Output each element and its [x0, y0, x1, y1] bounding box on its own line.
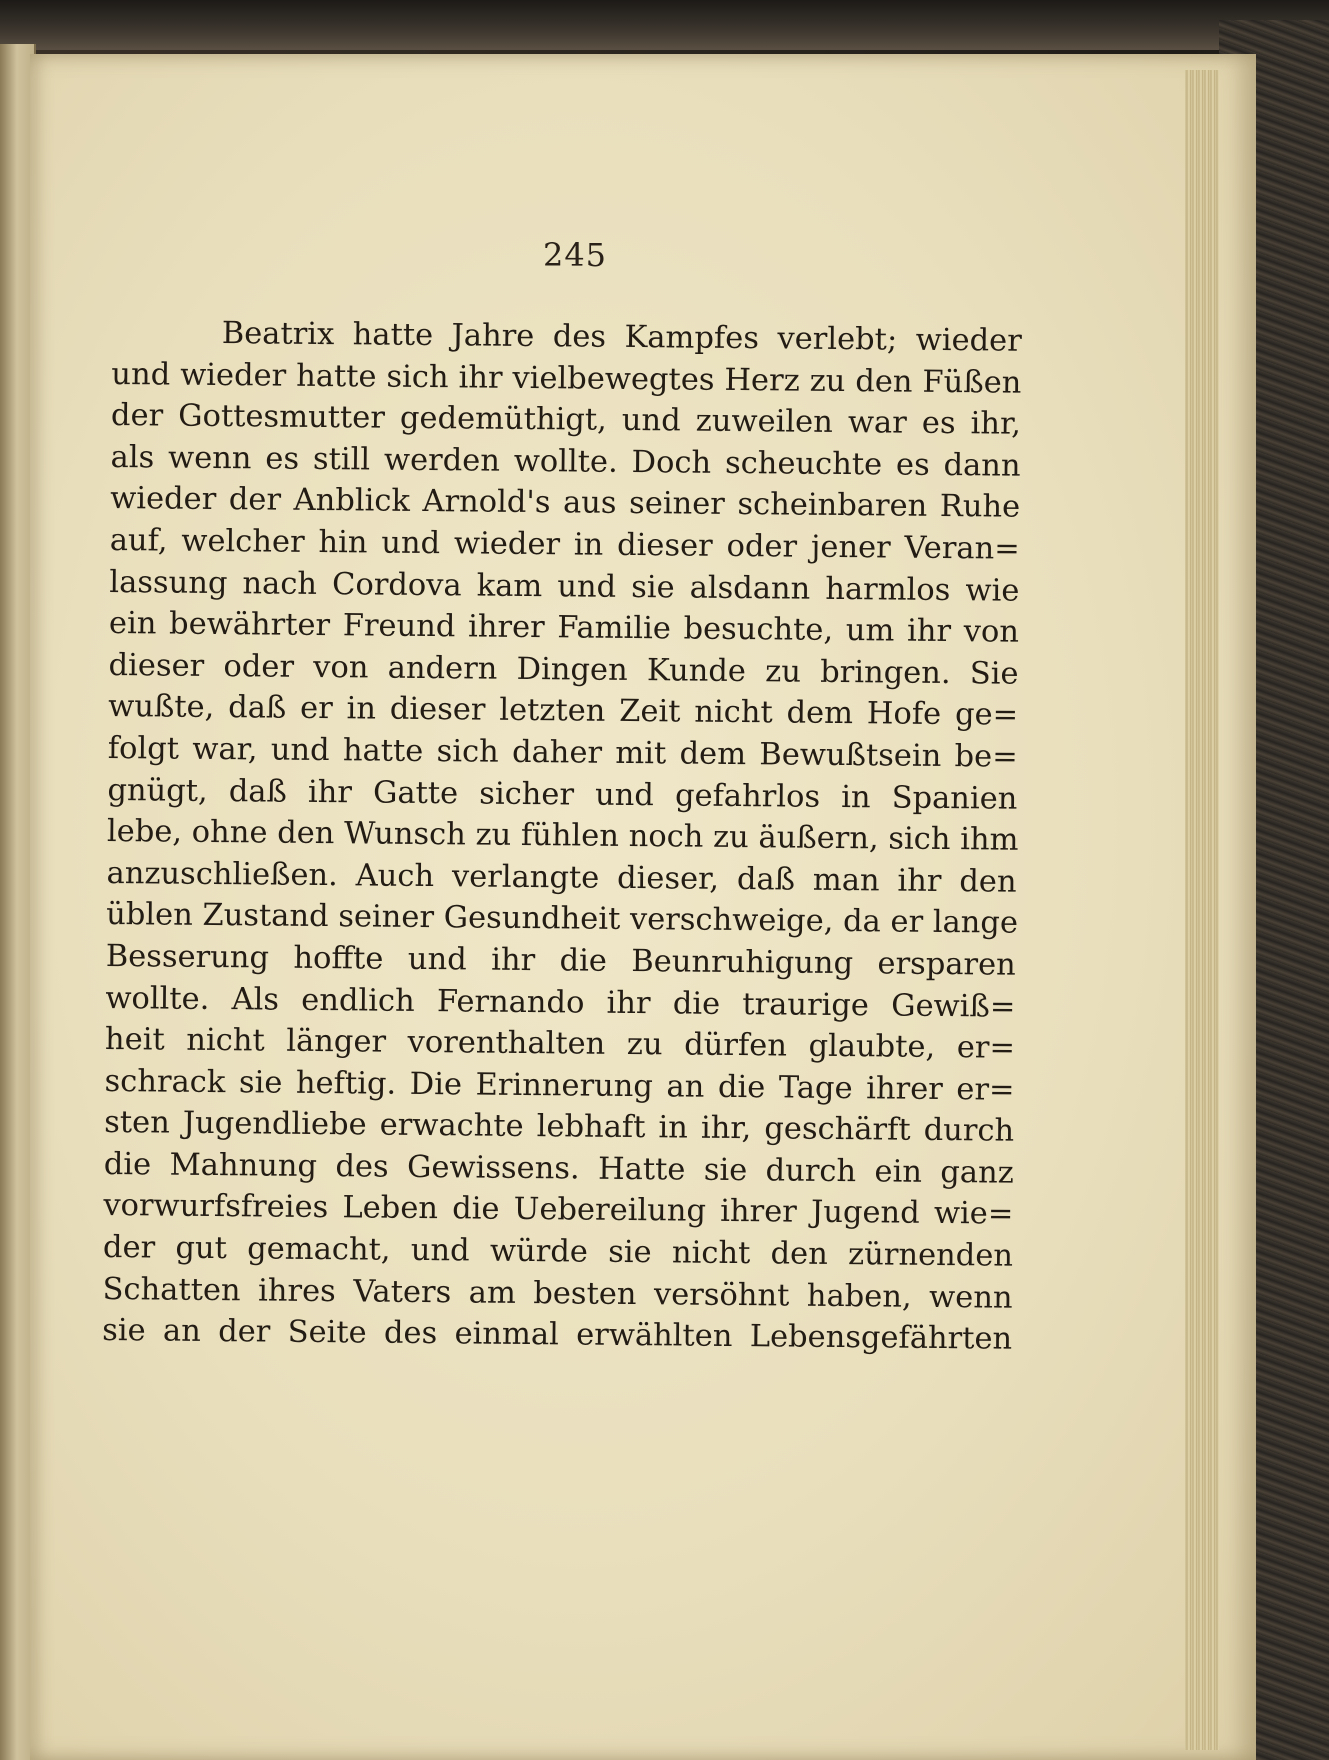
- text-line: die Mahnung des Gewissens. Hatte sie durch ein ganz: [103, 1146, 1014, 1191]
- text-line: üblen Zustand seiner Gesundheit verschweige, da er lange: [106, 897, 1019, 942]
- text-line: sten Jugendliebe erwachte lebhaft in ihr, geschärft durch: [104, 1105, 1015, 1149]
- page-stack-edge: [1185, 70, 1219, 1750]
- text-line: wieder der Anblick Arnold's aus seiner scheinbaren Ruhe: [110, 481, 1021, 526]
- text-line: vorwurfsfreies Leben die Uebereilung ihrer Jugend wie=: [103, 1188, 1014, 1233]
- text-line: heit nicht länger vorenthalten zu dürfen glaubte, er=: [104, 1022, 1016, 1066]
- text-line: Schatten ihres Vaters am besten versöhnt haben, wenn: [102, 1271, 1013, 1316]
- text-line: der gut gemacht, und würde sie nicht den zürnenden: [102, 1230, 1014, 1274]
- text-line: und wieder hatte sich ihr vielbewegtes Herz zu den Füßen: [111, 356, 1022, 401]
- book-cover-top: [0, 0, 1329, 50]
- text-line: sie an der Seite des einmal erwählten Lebensgefährten: [102, 1313, 1013, 1357]
- page-number: 245: [542, 236, 608, 274]
- text-line: gnügt, daß ihr Gatte sicher und gefahrlos in Spanien: [107, 772, 1018, 817]
- text-line: anzuschließen. Auch verlangte dieser, daß man ihr den: [106, 855, 1017, 900]
- text-line: folgt war, und hatte sich daher mit dem Bewußtsein be=: [107, 730, 1018, 775]
- body-text: [102, 312, 1022, 1361]
- text-line: lassung nach Cordova kam und sie alsdann harmlos wie: [109, 564, 1020, 609]
- text-line: dieser oder von andern Dingen Kunde zu bringen. Sie: [108, 647, 1019, 692]
- text-line: lebe, ohne den Wunsch zu fühlen noch zu äußern, sich ihm: [106, 814, 1019, 858]
- text-line: ein bewährter Freund ihrer Familie besuchte, um ihr von: [108, 606, 1020, 650]
- text-line: auf, welcher hin und wieder in dieser oder jener Veran=: [109, 522, 1020, 567]
- text-line: Beatrix hatte Jahre des Kampfes verlebt; wieder: [221, 316, 1022, 359]
- text-line: Besserung hoffte und ihr die Beunruhigung ersparen: [105, 938, 1016, 983]
- text-line: schrack sie heftig. Die Erinnerung an die Tage ihrer er=: [104, 1063, 1015, 1108]
- text-line: wollte. Als endlich Fernando ihr die traurige Gewiß=: [105, 980, 1016, 1025]
- text-line: als wenn es still werden wollte. Doch scheuchte es dann: [110, 439, 1021, 484]
- text-line: wußte, daß er in dieser letzten Zeit nicht dem Hofe ge=: [108, 689, 1019, 734]
- text-line: der Gottesmutter gedemüthigt, und zuweilen war es ihr,: [110, 398, 1022, 442]
